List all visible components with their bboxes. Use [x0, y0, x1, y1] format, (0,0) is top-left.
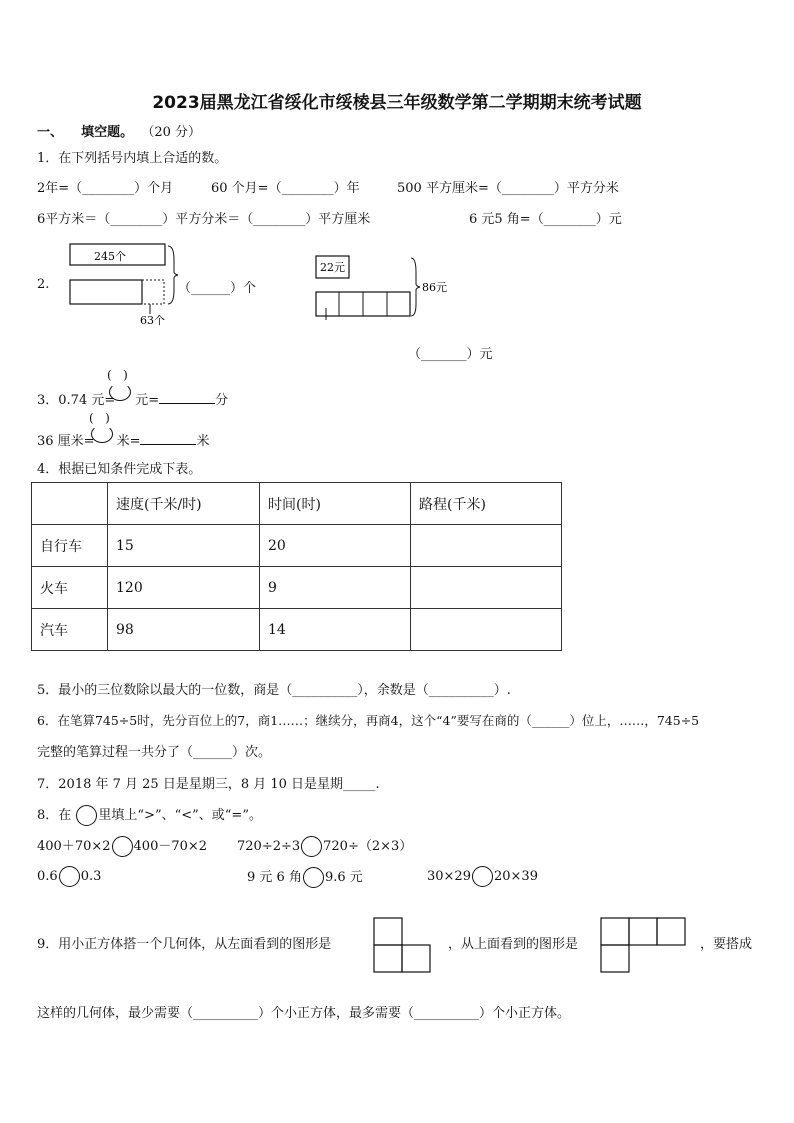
bar-bottom-dashed [142, 280, 164, 304]
table-cell: 98 [108, 609, 260, 651]
price-label: 22元 [320, 261, 345, 274]
table-header-cell [32, 483, 108, 525]
q3-line1-prefix: 3．0.74 元= [37, 393, 116, 408]
table-cell: 15 [108, 525, 260, 567]
q8-prompt-b: 里填上“>”、“<”、或“=”。 [98, 808, 262, 823]
table-cell: 14 [260, 609, 411, 651]
table-cell: 120 [108, 567, 260, 609]
q8-prompt-a: 8．在 [37, 808, 72, 823]
q8-item-right: 20×39 [493, 869, 538, 884]
q8-item [37, 835, 207, 857]
q1-item-c: 500 平方厘米=（________）平方分米 [397, 181, 619, 196]
q8-item-left: 30×29 [427, 869, 471, 884]
q8-item-left: 720÷2÷3 [237, 839, 301, 854]
q8-item-right: 9.6 元 [324, 870, 363, 885]
q9-line2: 这样的几何体，最少需要（__________）个小正方体，最多需要（__________）个小正方体。 [37, 1006, 571, 1021]
answer-circle[interactable] [301, 836, 322, 857]
table-row [32, 567, 562, 609]
q8-item-left: 0.6 [37, 869, 58, 884]
total-label: 86元 [422, 281, 447, 294]
table-cell: 火车 [32, 567, 108, 609]
q1-prompt: 1．在下列括号内填上合适的数。 [37, 151, 228, 166]
q8-item [237, 835, 412, 857]
q1-item-b: 60 个月=（________）年 [211, 181, 360, 196]
table-cell: 自行车 [32, 525, 108, 567]
answer-circle[interactable] [59, 866, 80, 887]
q3-line1 [37, 389, 228, 408]
compare-circle-icon [76, 805, 97, 826]
bar-brace [168, 246, 178, 304]
table-header-cell: 速度(千米/时) [108, 483, 260, 525]
table-cell-answer[interactable] [411, 609, 562, 651]
left-view-icon [372, 916, 434, 974]
q9-part2: ，从上面看到的图形是 [448, 937, 579, 952]
answer-circle[interactable] [112, 836, 133, 857]
q3-line2 [37, 430, 210, 449]
table-header-cell: 路程(千米) [411, 483, 562, 525]
q3-fraction-1: ( ) [107, 368, 128, 382]
table-row [32, 609, 562, 651]
q1-item-d: 6平方米＝（________）平方分米＝（________）平方厘米 [37, 212, 371, 227]
q8-item-left: 9 元 6 角 [247, 870, 302, 885]
top-view-icon [599, 916, 689, 974]
q8-item-right: 400－70×2 [133, 839, 208, 854]
section-score: （20 分） [141, 125, 201, 140]
page-title: 2023届黑龙江省绥化市绥棱县三年级数学第二学期期末统考试题 [152, 93, 642, 113]
q8-item-right: 0.3 [80, 869, 102, 884]
q8-item [247, 866, 363, 888]
q3-line2-suffix: 米 [196, 434, 210, 449]
q3-line1-suffix: 分 [215, 393, 229, 408]
q2-answer-left: （______）个 [178, 281, 257, 296]
section-name: 填空题。 [81, 125, 134, 140]
q7-text: 7．2018 年 7 月 25 日是星期三，8 月 10 日是星期_____. [37, 777, 380, 792]
q2-bar-diagram [66, 242, 186, 330]
table-cell: 9 [260, 567, 411, 609]
q6-line1: 6．在笔算745÷5时，先分百位上的7，商1……；继续分，再商4，这个“4”要写在商的（______）位上，……，745÷5 [37, 713, 700, 728]
q2-number: 2. [37, 277, 50, 292]
q3-line2-blank [140, 444, 196, 445]
table-cell: 汽车 [32, 609, 108, 651]
q3-fraction-2-circle [91, 425, 113, 443]
q3-fraction-1-circle [109, 383, 131, 401]
q3-fraction-2: ( ) [89, 411, 110, 425]
q1-item-e: 6 元5 角=（________）元 [469, 212, 622, 227]
bar-top-label: 245个 [94, 250, 126, 263]
bar-bottom [70, 280, 142, 304]
section-number: 一、 [37, 125, 64, 140]
q8-item-left: 400＋70×2 [37, 839, 111, 854]
q3-line2-mid: 米= [116, 434, 141, 449]
q3-line2-prefix: 36 厘米= [37, 434, 95, 449]
q8-item [427, 866, 538, 887]
q4-prompt: 4．根据已知条件完成下表。 [37, 462, 202, 477]
table-cell: 20 [260, 525, 411, 567]
q2-answer-right: （_______）元 [408, 347, 493, 362]
table-cell-answer[interactable] [411, 525, 562, 567]
table-cell-answer[interactable] [411, 567, 562, 609]
q5-text: 5．最小的三位数除以最大的一位数，商是（__________），余数是（__________）. [37, 683, 511, 698]
q9-part3: ，要搭成 [700, 937, 753, 952]
answer-circle[interactable] [303, 867, 324, 888]
answer-circle[interactable] [472, 866, 493, 887]
q8-prompt [37, 804, 262, 826]
table-header-cell: 时间(时) [260, 483, 411, 525]
q8-item-right: 720÷（2×3） [323, 839, 413, 854]
section-heading [37, 121, 201, 140]
q8-item [37, 866, 101, 887]
q6-line2: 完整的笔算过程一共分了（______）次。 [37, 745, 272, 760]
table-row [32, 525, 562, 567]
bar-bottom-label: 63个 [140, 314, 165, 327]
q4-table [31, 482, 562, 651]
q3-line1-mid: 元= [135, 393, 160, 408]
q9-part1: 9．用小正方体搭一个几何体，从左面看到的图形是 [37, 937, 332, 952]
table-header-row [32, 483, 562, 525]
q1-item-a: 2年=（________）个月 [37, 181, 174, 196]
q2-price-diagram [312, 252, 462, 324]
q3-line1-blank [159, 403, 215, 404]
price-brace [411, 258, 420, 316]
